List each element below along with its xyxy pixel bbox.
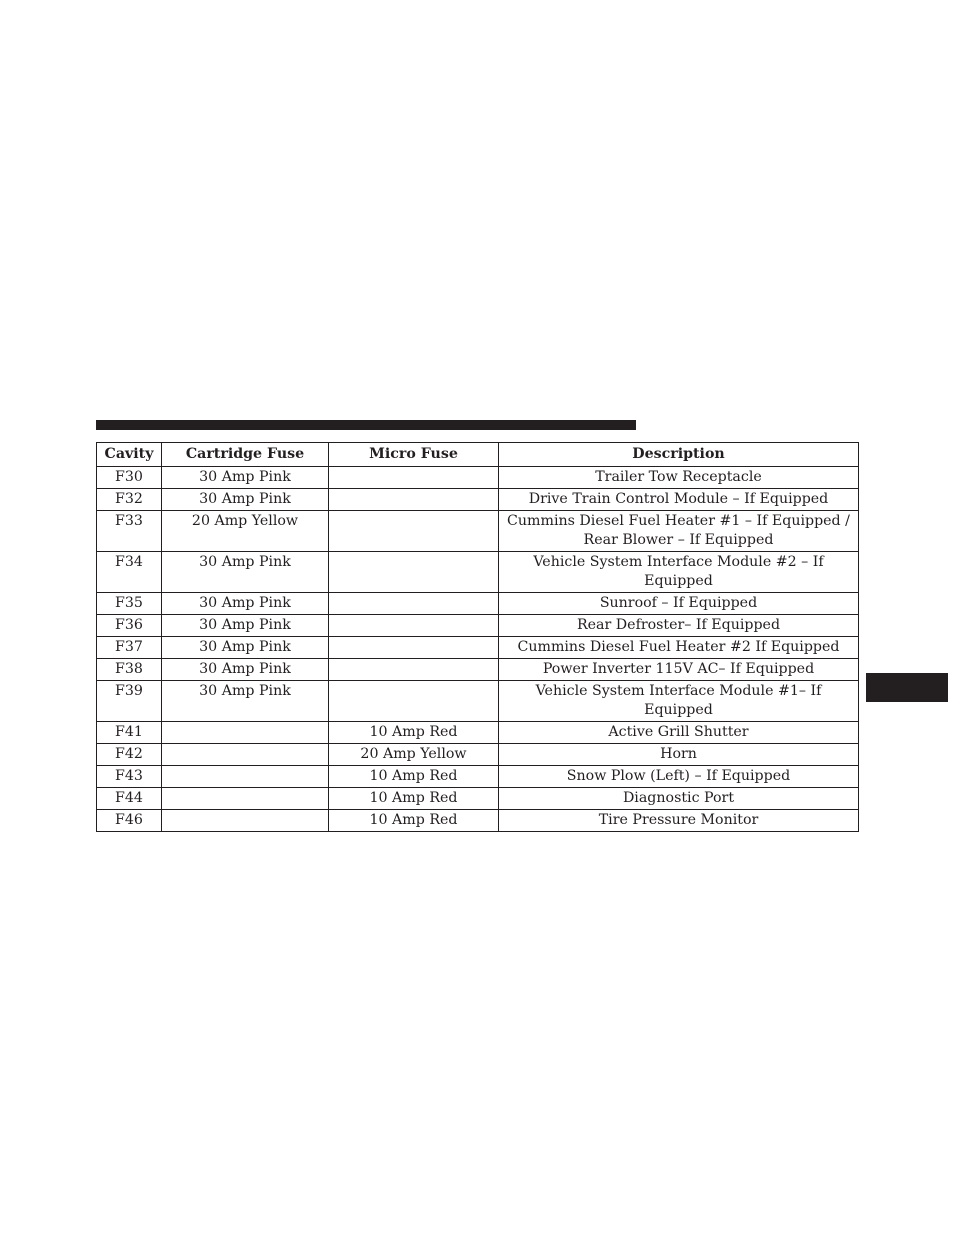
cell-micro-fuse: [329, 615, 499, 637]
cell-cartridge-fuse: [162, 810, 329, 832]
section-header-bar: [96, 420, 636, 430]
table-row: [97, 788, 859, 810]
table-row: [97, 681, 859, 722]
cell-cavity: F42: [97, 744, 162, 766]
cell-description: Power Inverter 115V AC– If Equipped: [499, 659, 859, 681]
cell-cavity: F35: [97, 593, 162, 615]
cell-micro-fuse: 20 Amp Yellow: [329, 744, 499, 766]
cell-cartridge-fuse: 30 Amp Pink: [162, 615, 329, 637]
cell-micro-fuse: [329, 637, 499, 659]
cell-cartridge-fuse: 30 Amp Pink: [162, 659, 329, 681]
cell-description: Cummins Diesel Fuel Heater #1 – If Equipped / Rear Blower – If Equipped: [499, 511, 859, 552]
cell-description: Vehicle System Interface Module #1– If Equipped: [499, 681, 859, 722]
cell-micro-fuse: 10 Amp Red: [329, 766, 499, 788]
cell-cartridge-fuse: 30 Amp Pink: [162, 593, 329, 615]
cell-cavity: F43: [97, 766, 162, 788]
cell-cartridge-fuse: 30 Amp Pink: [162, 681, 329, 722]
cell-cartridge-fuse: 30 Amp Pink: [162, 467, 329, 489]
cell-micro-fuse: [329, 681, 499, 722]
cell-cavity: F39: [97, 681, 162, 722]
cell-description: Trailer Tow Receptacle: [499, 467, 859, 489]
cell-cartridge-fuse: 30 Amp Pink: [162, 552, 329, 593]
cell-description: Snow Plow (Left) – If Equipped: [499, 766, 859, 788]
cell-cavity: F37: [97, 637, 162, 659]
cell-description: Rear Defroster– If Equipped: [499, 615, 859, 637]
cell-cartridge-fuse: [162, 788, 329, 810]
table-row: [97, 722, 859, 744]
chapter-tab: [866, 673, 948, 702]
table-row: [97, 593, 859, 615]
cell-description: Sunroof – If Equipped: [499, 593, 859, 615]
cell-description: Diagnostic Port: [499, 788, 859, 810]
header-cartridge-fuse: Cartridge Fuse: [162, 443, 329, 467]
header-cavity: Cavity: [97, 443, 162, 467]
table-row: [97, 659, 859, 681]
table-row: [97, 637, 859, 659]
cell-cartridge-fuse: [162, 722, 329, 744]
cell-micro-fuse: 10 Amp Red: [329, 810, 499, 832]
cell-micro-fuse: [329, 511, 499, 552]
cell-cavity: F41: [97, 722, 162, 744]
cell-description: Vehicle System Interface Module #2 – If Equipped: [499, 552, 859, 593]
cell-micro-fuse: [329, 593, 499, 615]
cell-cavity: F38: [97, 659, 162, 681]
header-micro-fuse: Micro Fuse: [329, 443, 499, 467]
fuse-table: [96, 442, 859, 832]
cell-description: Horn: [499, 744, 859, 766]
cell-description: Cummins Diesel Fuel Heater #2 If Equipped: [499, 637, 859, 659]
table-row: [97, 552, 859, 593]
cell-micro-fuse: [329, 467, 499, 489]
table-row: [97, 489, 859, 511]
cell-micro-fuse: [329, 489, 499, 511]
cell-cartridge-fuse: [162, 766, 329, 788]
cell-description: Drive Train Control Module – If Equipped: [499, 489, 859, 511]
cell-cartridge-fuse: 30 Amp Pink: [162, 489, 329, 511]
cell-cavity: F46: [97, 810, 162, 832]
table-row: [97, 615, 859, 637]
cell-micro-fuse: 10 Amp Red: [329, 788, 499, 810]
cell-cartridge-fuse: [162, 744, 329, 766]
cell-cartridge-fuse: 20 Amp Yellow: [162, 511, 329, 552]
table-row: [97, 511, 859, 552]
cell-cavity: F32: [97, 489, 162, 511]
header-description: Description: [499, 443, 859, 467]
table-row: [97, 766, 859, 788]
cell-description: Active Grill Shutter: [499, 722, 859, 744]
table-row: [97, 744, 859, 766]
cell-cavity: F30: [97, 467, 162, 489]
cell-micro-fuse: 10 Amp Red: [329, 722, 499, 744]
cell-micro-fuse: [329, 659, 499, 681]
cell-micro-fuse: [329, 552, 499, 593]
cell-cavity: F44: [97, 788, 162, 810]
table-header-row: [97, 443, 859, 467]
cell-cartridge-fuse: 30 Amp Pink: [162, 637, 329, 659]
cell-cavity: F33: [97, 511, 162, 552]
cell-description: Tire Pressure Monitor: [499, 810, 859, 832]
table-row: [97, 467, 859, 489]
cell-cavity: F36: [97, 615, 162, 637]
table-row: [97, 810, 859, 832]
cell-cavity: F34: [97, 552, 162, 593]
